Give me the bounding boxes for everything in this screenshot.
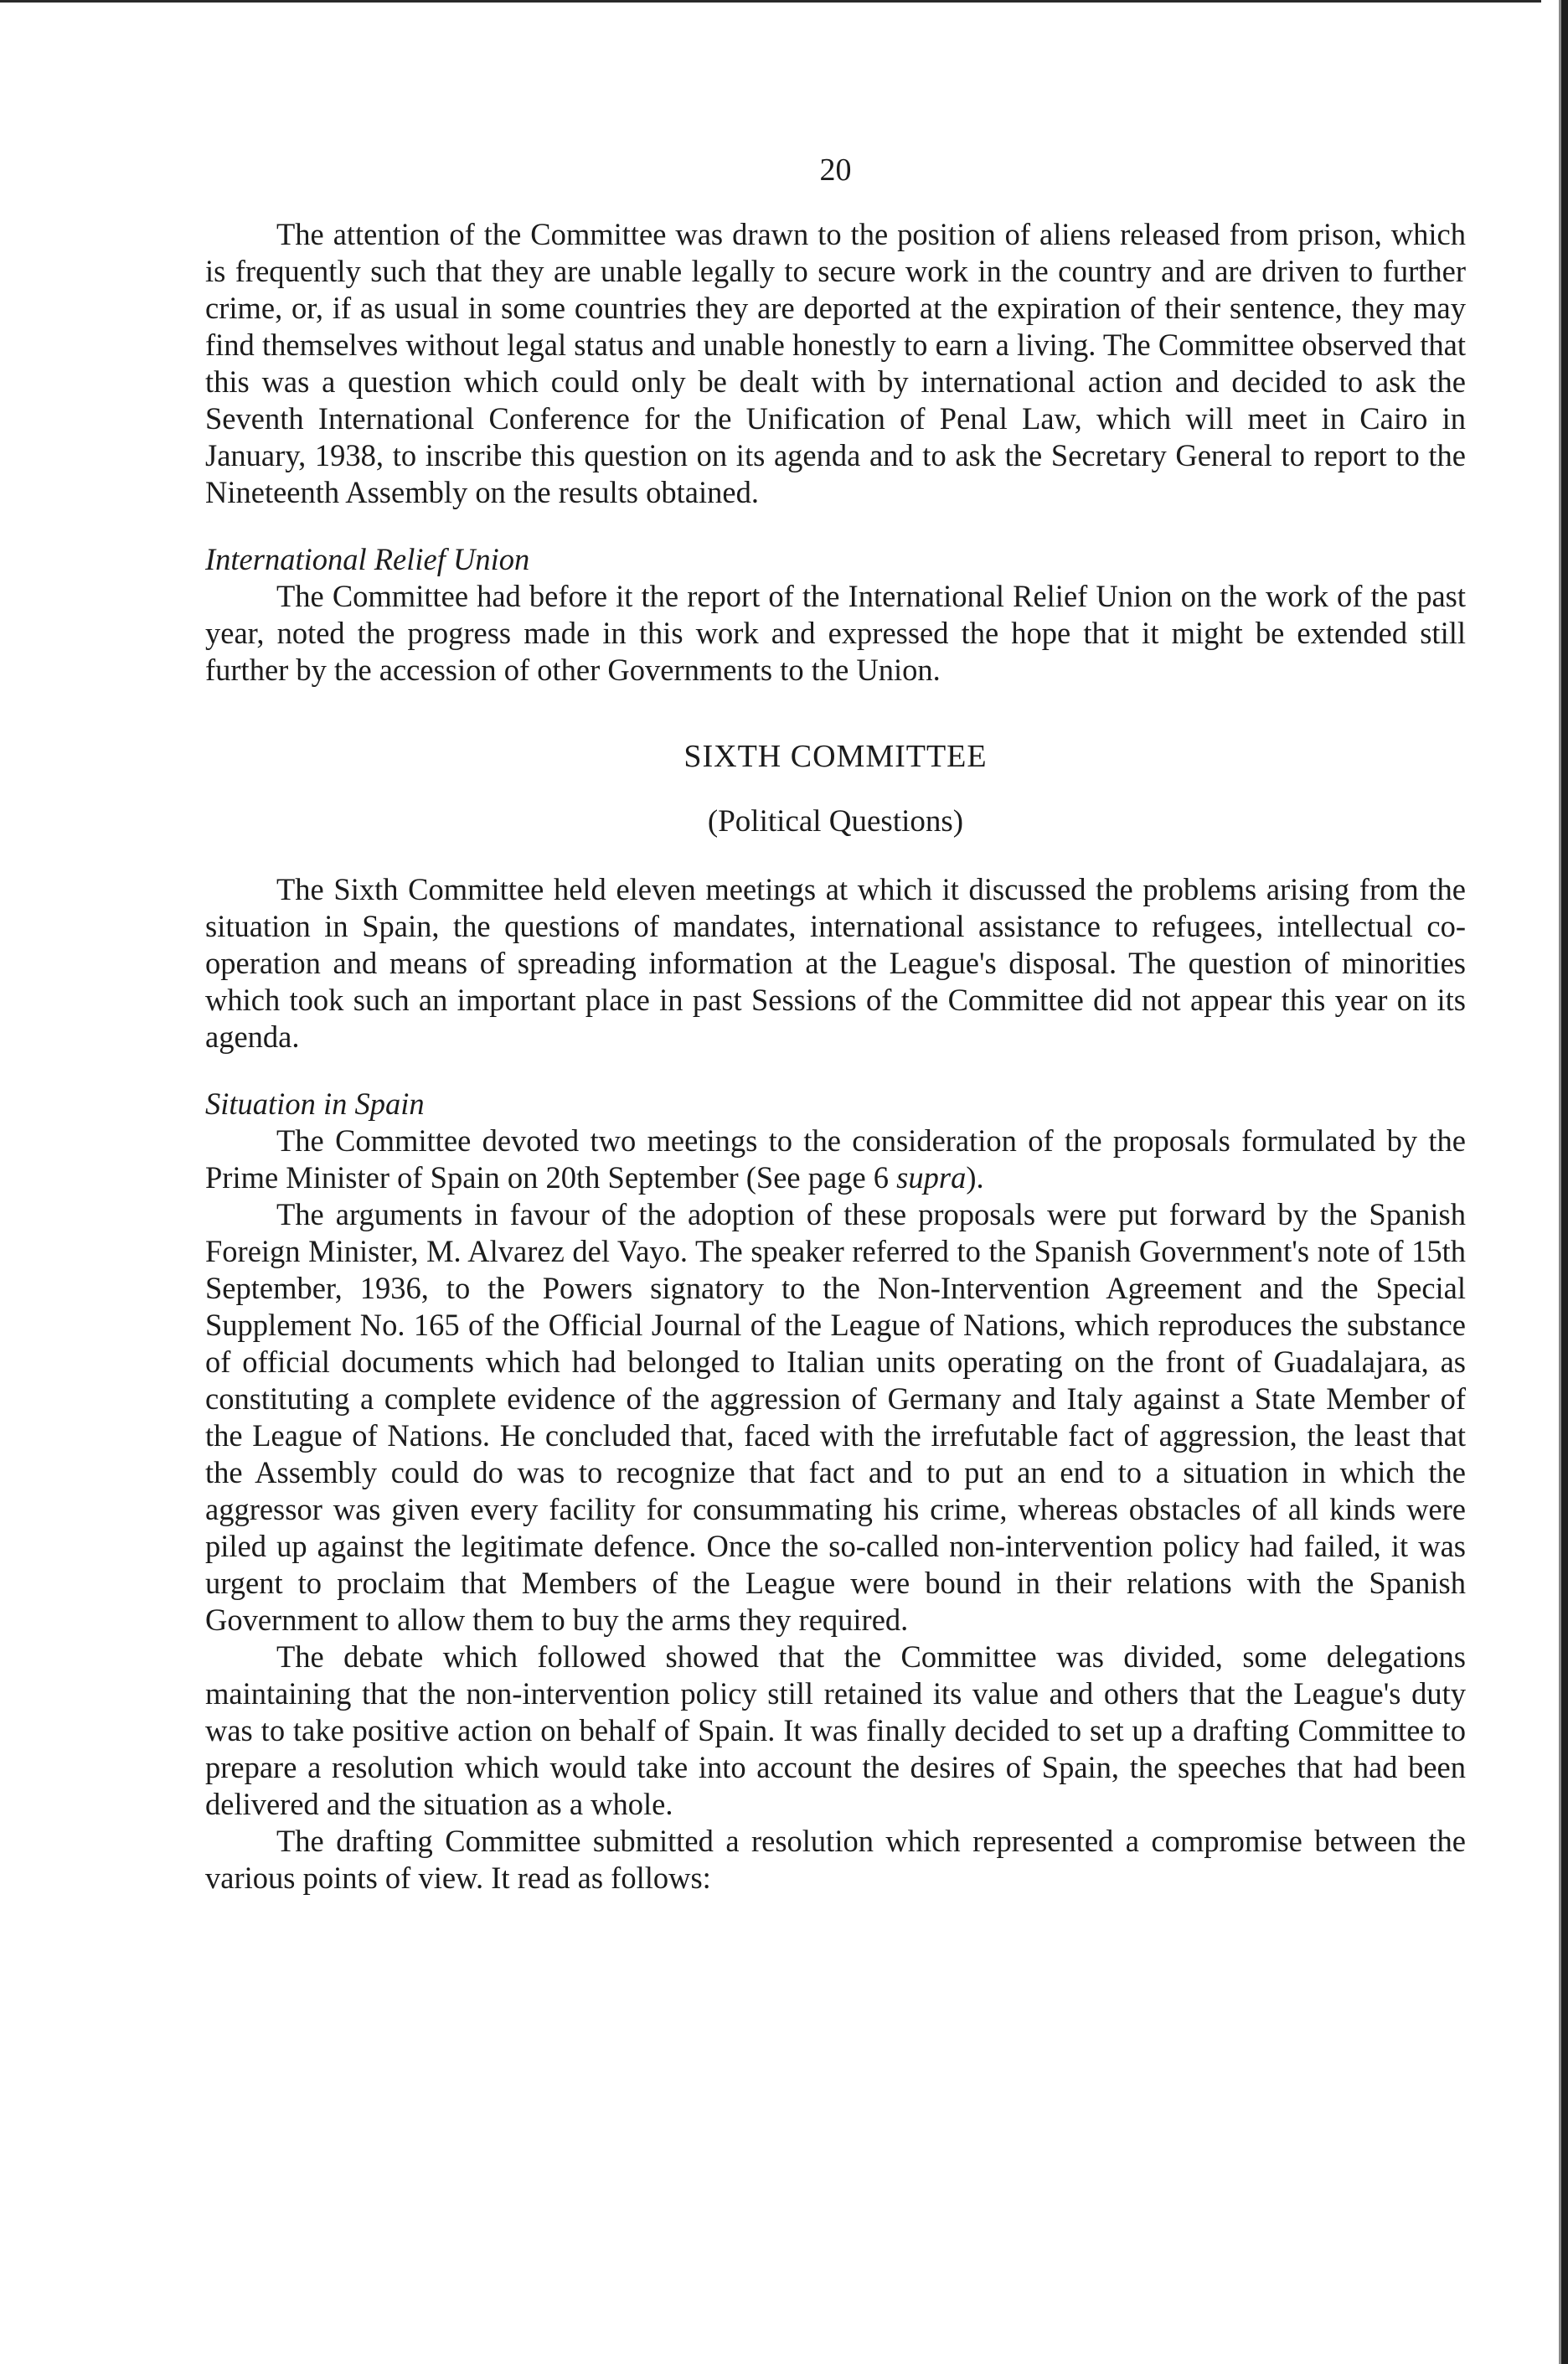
- paragraph-spain-proposals-text: The Committee devoted two meetings to the consideration of the proposals formulated by the Prime Minister of Spain on 20th September (See page 6: [205, 1123, 1466, 1195]
- document-page: [205, 149, 1466, 1897]
- section-title-sixth-committee: SIXTH COMMITTEE: [683, 739, 988, 774]
- right-binding-edge: [1561, 0, 1568, 2364]
- page-number: 20: [819, 152, 852, 188]
- paragraph-spain-proposals: [205, 1123, 1466, 1196]
- section-subtitle-political-questions: (Political Questions): [707, 804, 964, 839]
- paragraph-spain-resolution: The drafting Committee submitted a resolution which represented a compromise between the various points of view. It read as follows:: [205, 1824, 1466, 1895]
- top-border-line: [0, 0, 1541, 3]
- paragraph-relief-union: The Committee had before it the report of the International Relief Union on the work of the past year, noted the progress made in this work and expressed the hope that it might be extended still further by the accession of other Governments to the Union.: [205, 579, 1466, 687]
- paragraph-spain-arguments: The arguments in favour of the adoption of these proposals were put forward by the Spanish Foreign Minister, M. Alvarez del Vayo. The speaker referred to the Spanish Government's note of 15th September, 1936, to the Powers signatory to the Non-Intervention Agreement and the Special Supplement No. 165 of the Official Journal of the League of Nations, which reproduces the substance of official documents which had belonged to Italian units operating on the front of Guadalajara, as constituting a complete evidence of the aggression of Germany and Italy against a State Member of the League of Nations. He concluded that, faced with the irrefutable fact of aggression, the least that the Assembly could do was to recognize that fact and to put an end to a situation in which the aggressor was given every facility for consummating his crime, whereas obstacles of all kinds were piled up against the legitimate defence. Once the so-called non-intervention policy had failed, it was urgent to proclaim that Members of the League were bound in their relations with the Spanish Government to allow them to buy the arms they required.: [205, 1197, 1466, 1637]
- paragraph-aliens-released: The attention of the Committee was drawn to the position of aliens released from prison, which is frequently such that they are unable legally to secure work in the country and are driven to further crime, or, if as usual in some countries they are deported at the expiration of their sentence, they may find themselves without legal status and unable honestly to earn a living. The Committee observed that this was a question which could only be dealt with by international action and decided to ask the Seventh International Conference for the Unification of Penal Law, which will meet in Cairo in January, 1938, to inscribe this question on its agenda and to ask the Secretary General to report to the Nineteenth Assembly on the results obtained.: [205, 217, 1466, 509]
- heading-international-relief-union: International Relief Union: [205, 542, 530, 576]
- paragraph-spain-proposals-end: ).: [966, 1160, 984, 1195]
- paragraph-spain-debate: The debate which followed showed that the Committee was divided, some delegations maintaining that the non-intervention policy still retained its value and others that the League's duty was to take positive action on behalf of Spain. It was finally decided to set up a drafting Committee to prepare a resolution which would take into account the desires of Spain, the speeches that had been delivered and the situation as a whole.: [205, 1639, 1466, 1821]
- heading-situation-in-spain: Situation in Spain: [205, 1087, 425, 1121]
- paragraph-spain-proposals-supra: supra: [896, 1160, 967, 1195]
- paragraph-sixth-committee-intro: The Sixth Committee held eleven meetings at which it discussed the problems arising from the situation in Spain, the questions of mandates, international assistance to refugees, intellectual co-operation and means of spreading information at the League's disposal. The question of minorities which took such an important place in past Sessions of the Committee did not appear this year on its agenda.: [205, 872, 1466, 1054]
